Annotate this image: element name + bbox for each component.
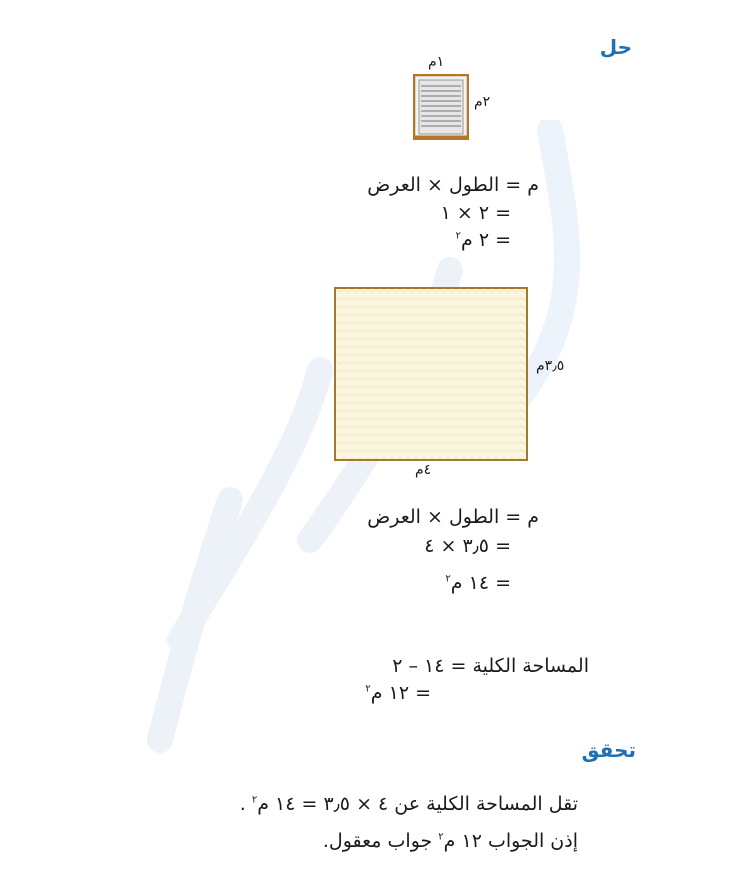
calc2-line3-superscript: ٢ xyxy=(445,573,451,585)
large-rectangle-figure xyxy=(334,287,528,461)
calc1-line3-text: = ٢ م xyxy=(461,229,511,251)
calc1-line1: م = الطول × العرض xyxy=(367,174,539,196)
fig2-bottom-label: ٤م xyxy=(415,462,432,478)
calc1-line2: = ٢ × ١ xyxy=(440,202,511,224)
calc2-line2: = ٣٫٥ × ٤ xyxy=(424,535,511,557)
fig1-side-label: ٢م xyxy=(474,94,491,110)
total-area-line1: المساحة الكلية = ١٤ – ٢ xyxy=(392,655,589,677)
small-rectangle-figure xyxy=(413,74,469,140)
check-line2-end: جواب معقول. xyxy=(322,830,439,852)
total-area-line2 xyxy=(365,682,431,704)
check-line1-end: . xyxy=(239,793,252,815)
check-line1-text: تقل المساحة الكلية عن ٤ × ٣٫٥ = ١٤ م xyxy=(257,793,578,815)
calc1-line3-superscript: ٢ xyxy=(455,230,461,242)
calc2-line3 xyxy=(445,572,511,594)
check-line2-text: إذن الجواب ١٢ م xyxy=(443,830,578,852)
calc1-line3 xyxy=(456,229,511,251)
check-line1 xyxy=(240,793,578,815)
check-line2 xyxy=(323,830,578,852)
calc2-line1: م = الطول × العرض xyxy=(367,506,539,528)
solution-heading: حل xyxy=(599,35,632,59)
fig2-side-label: ٣٫٥م xyxy=(536,358,565,374)
check-heading: تحقق xyxy=(581,738,636,762)
check-line1-superscript: ٢ xyxy=(251,794,258,806)
calc2-line3-text: = ١٤ م xyxy=(450,572,511,594)
check-line2-superscript: ٢ xyxy=(438,831,444,843)
total-area-line2-superscript: ٢ xyxy=(365,683,371,695)
fig1-top-label: ١م xyxy=(428,54,445,70)
total-area-line2-text: = ١٢ م xyxy=(370,682,431,704)
